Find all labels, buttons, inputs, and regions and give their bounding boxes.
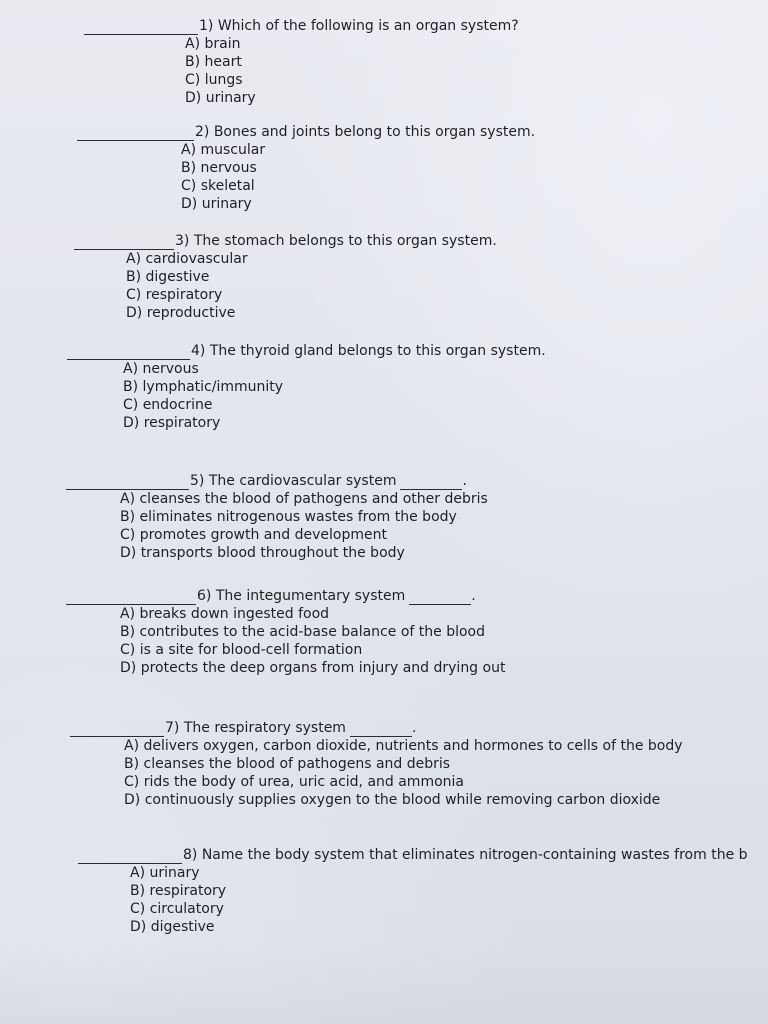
option: C) circulatory — [130, 901, 224, 917]
question-end-punctuation: . — [411, 720, 417, 736]
option: A) delivers oxygen, carbon dioxide, nutrients and hormones to cells of the body — [124, 738, 683, 754]
answer-blank[interactable] — [77, 126, 194, 141]
answer-blank[interactable] — [78, 849, 182, 864]
question-text: Bones and joints belong to this organ system. — [213, 124, 536, 140]
question-5 — [66, 472, 488, 562]
question-6 — [66, 587, 505, 677]
option: B) respiratory — [130, 883, 227, 899]
options-list — [66, 605, 505, 677]
question-2 — [77, 123, 535, 213]
question-text: The respiratory system — [183, 720, 346, 736]
options-list — [84, 35, 519, 107]
option: A) brain — [185, 36, 241, 52]
option: A) muscular — [181, 142, 266, 158]
option: A) cardiovascular — [126, 251, 248, 267]
question-text: The thyroid gland belongs to this organ system. — [209, 343, 546, 359]
option: C) is a site for blood-cell formation — [120, 642, 363, 658]
answer-blank[interactable] — [70, 722, 164, 737]
answer-blank[interactable] — [84, 20, 198, 35]
option: C) promotes growth and development — [120, 527, 387, 543]
option: D) digestive — [130, 919, 215, 935]
option: A) nervous — [123, 361, 199, 377]
question-text: Which of the following is an organ system? — [217, 18, 519, 34]
question-3 — [74, 232, 497, 322]
options-list — [67, 360, 546, 432]
question-number: 3) — [175, 233, 190, 249]
option: B) cleanses the blood of pathogens and debris — [124, 756, 451, 772]
question-7 — [70, 719, 683, 809]
option: B) eliminates nitrogenous wastes from the body — [120, 509, 457, 525]
answer-blank[interactable] — [66, 590, 196, 605]
option: C) skeletal — [181, 178, 255, 194]
option: D) respiratory — [123, 415, 221, 431]
option: A) breaks down ingested food — [120, 606, 330, 622]
options-list — [70, 737, 683, 809]
question-number: 2) — [195, 124, 210, 140]
option: C) endocrine — [123, 397, 213, 413]
question-end-punctuation: . — [471, 588, 476, 604]
question-number: 4) — [191, 343, 206, 359]
options-list — [66, 490, 488, 562]
question-8 — [78, 846, 748, 936]
question-number: 1) — [199, 18, 214, 34]
option: D) continuously supplies oxygen to the blood while removing carbon dioxide — [124, 792, 661, 808]
option: D) transports blood throughout the body — [120, 545, 405, 561]
question-text: Name the body system that eliminates nitrogen-containing wastes from the b — [201, 847, 748, 863]
question-number: 7) — [165, 720, 180, 736]
option: B) contributes to the acid-base balance of the blood — [120, 624, 485, 640]
inline-blank[interactable] — [350, 724, 412, 737]
option: C) respiratory — [126, 287, 223, 303]
option: D) urinary — [185, 90, 256, 106]
question-end-punctuation: . — [462, 473, 467, 489]
question-text: The stomach belongs to this organ system. — [193, 233, 497, 249]
inline-blank[interactable] — [400, 477, 462, 490]
option: D) urinary — [181, 196, 252, 212]
answer-blank[interactable] — [74, 235, 174, 250]
question-text: The cardiovascular system — [208, 473, 397, 489]
option: D) reproductive — [126, 305, 236, 321]
option: A) cleanses the blood of pathogens and other debris — [120, 491, 488, 507]
answer-blank[interactable] — [67, 345, 190, 360]
option: C) rids the body of urea, uric acid, and ammonia — [124, 774, 464, 790]
question-text: The integumentary system — [215, 588, 406, 604]
options-list — [78, 864, 748, 936]
page-shadow — [0, 945, 768, 1024]
option: B) nervous — [181, 160, 257, 176]
question-1 — [84, 17, 519, 107]
question-number: 6) — [197, 588, 212, 604]
option: B) heart — [185, 54, 242, 70]
option: A) urinary — [130, 865, 200, 881]
options-list — [74, 250, 497, 322]
answer-blank[interactable] — [66, 475, 189, 490]
question-number: 8) — [183, 847, 198, 863]
option: D) protects the deep organs from injury and drying out — [120, 660, 506, 676]
options-list — [77, 141, 535, 213]
question-number: 5) — [190, 473, 205, 489]
question-4 — [67, 342, 546, 432]
option: C) lungs — [185, 72, 243, 88]
inline-blank[interactable] — [409, 592, 471, 605]
option: B) digestive — [126, 269, 210, 285]
option: B) lymphatic/immunity — [123, 379, 284, 395]
